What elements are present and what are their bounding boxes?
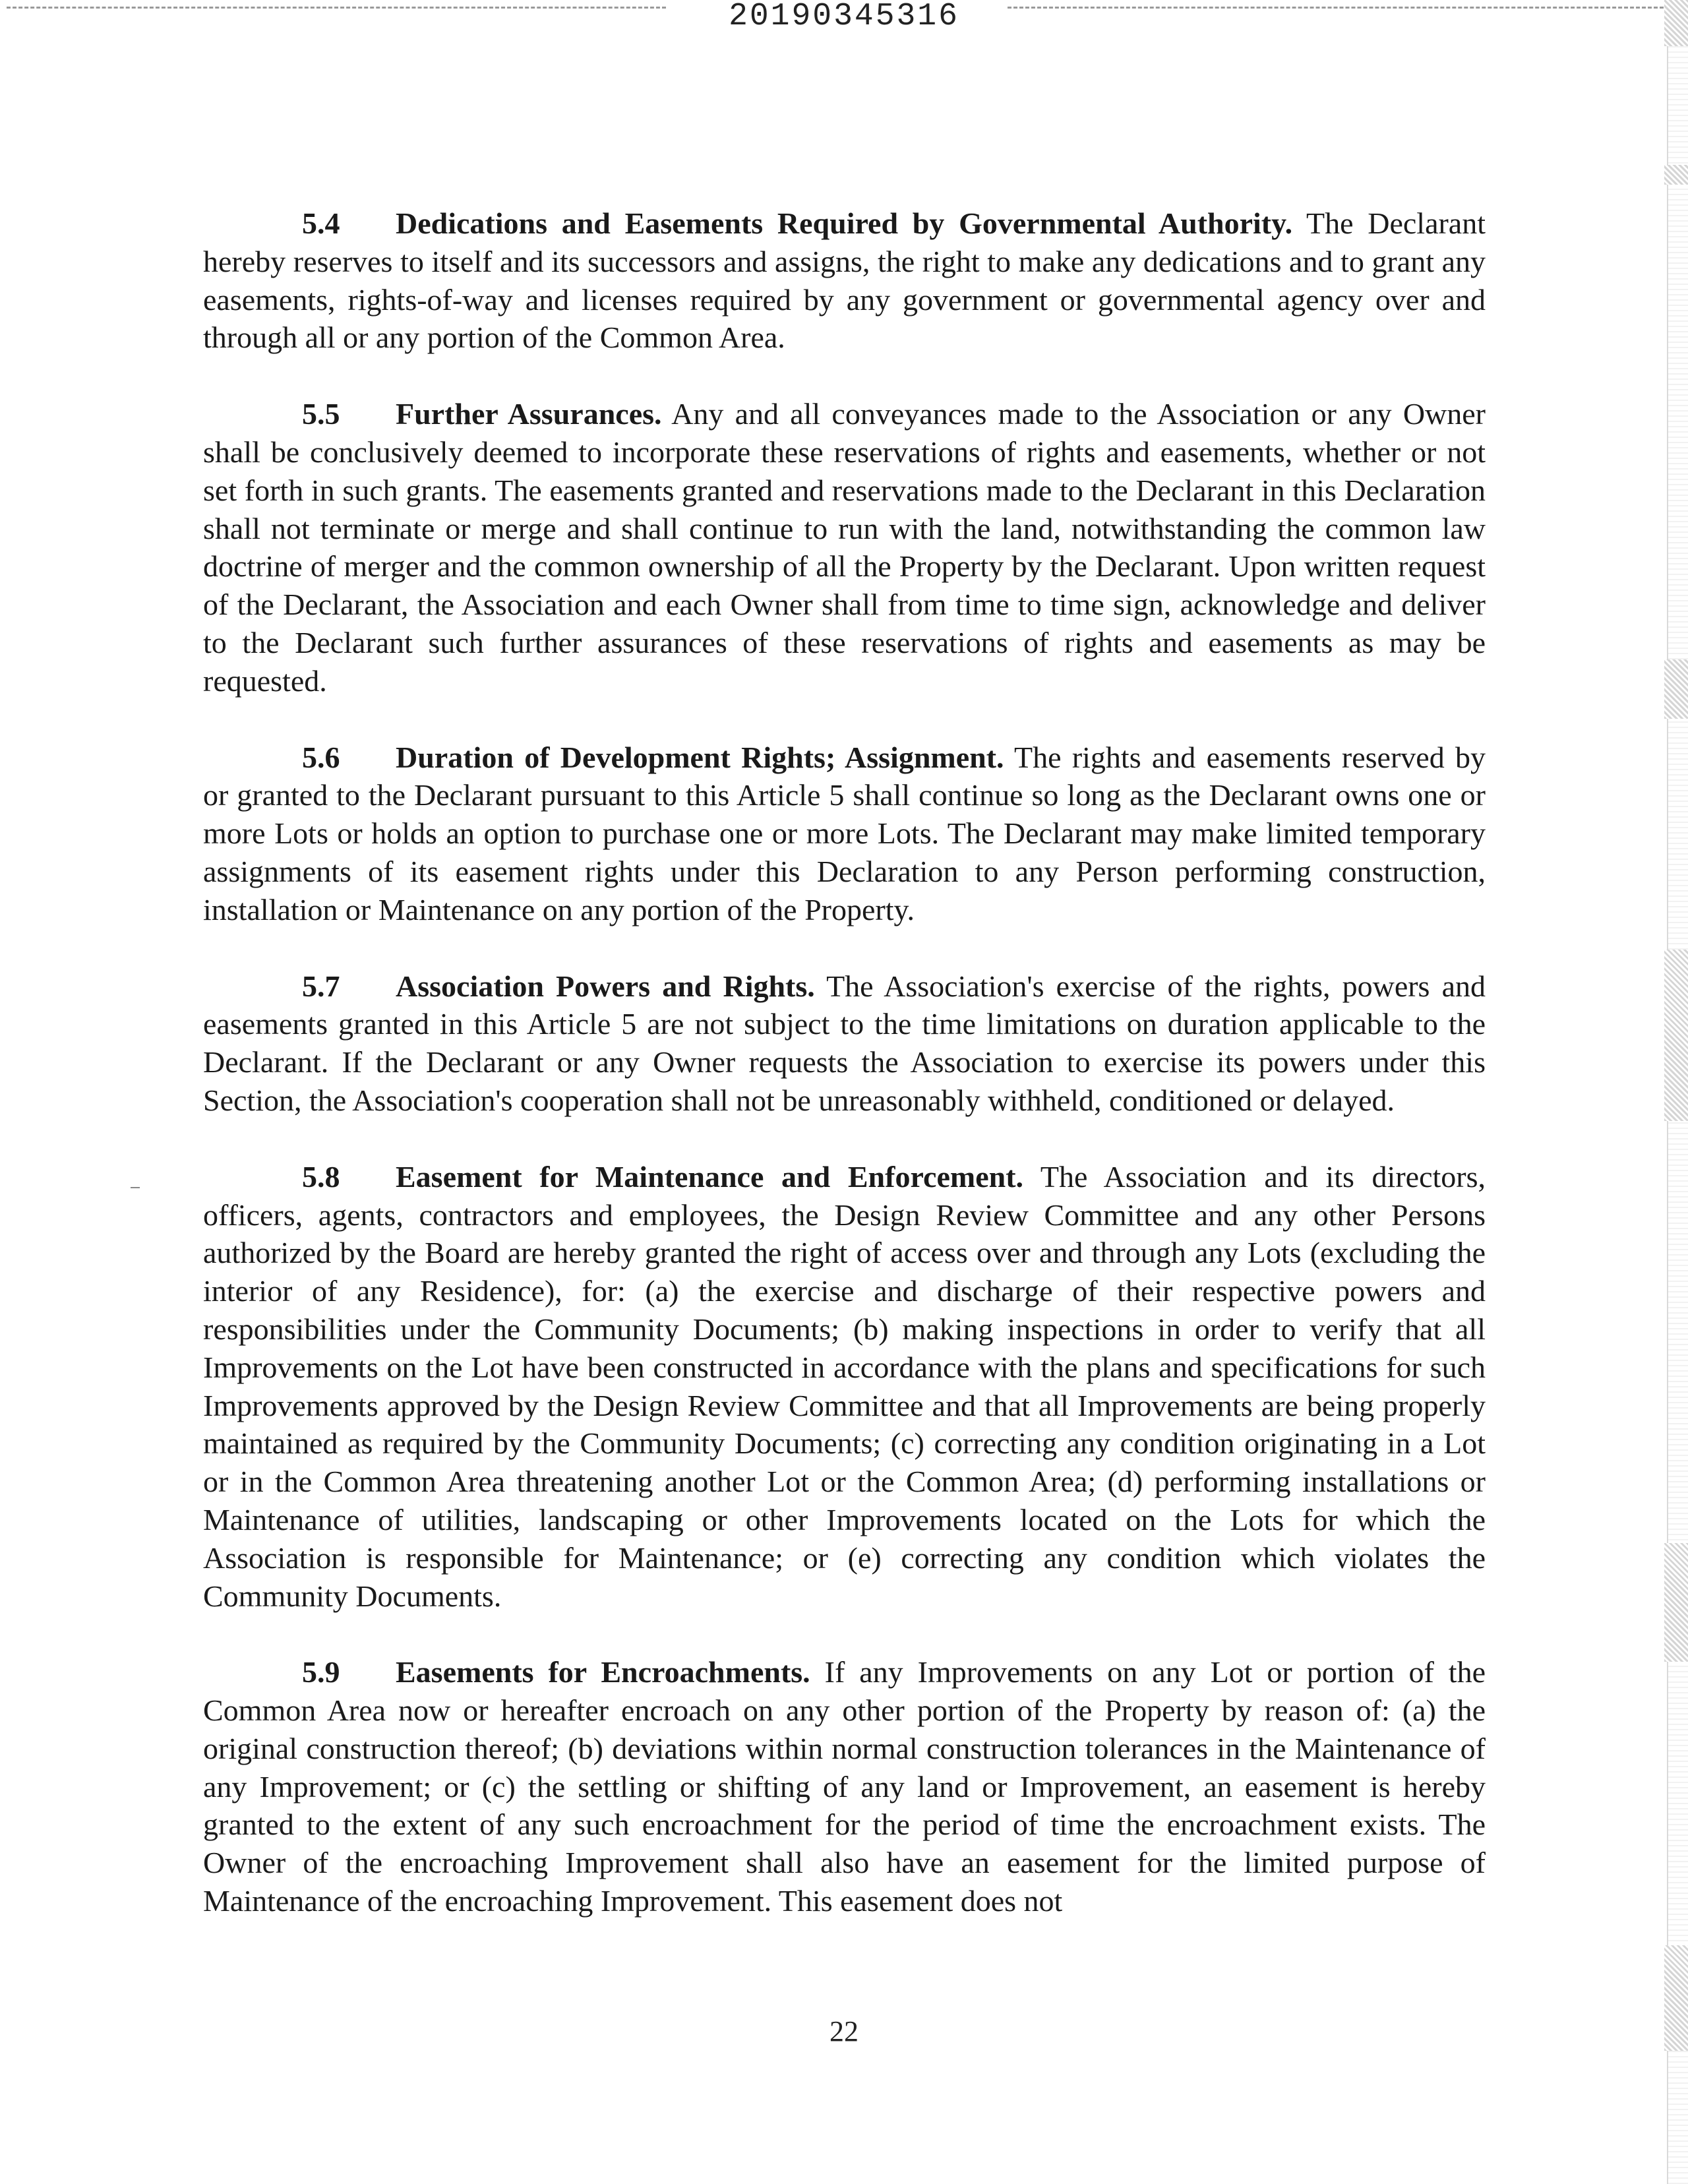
section-body: The Association and its directors, officers, agents, contractors and employees, the Design Review Committee and any other Persons authorized by the Board are hereby granted the right of access over and through any Lots (excluding the interior of any Residence), for: (a) the exercise and discharge of their respective powers and responsibilities under the Community Documents; (b) making inspections in order to verify that all Improvements on the Lot have been constructed in accordance with the plans and specifications for such Improvements approved by the Design Review Committee and that all Improvements are being properly maintained as required by the Community Documents; (c) correcting any condition originating in a Lot or in the Common Area threatening another Lot or the Common Area; (d) performing installations or Maintenance of utilities, landscaping or other Improvements located on the Lots for which the Association is responsible for Maintenance; or (e) correcting any condition which violates the Community Documents.: [203, 1159, 1486, 1613]
section-number: 5.4: [302, 206, 340, 240]
stray-scan-mark: [131, 1187, 140, 1188]
section-title: Easements for Encroachments.: [396, 1655, 810, 1689]
section-title: Dedications and Easements Required by Governmental Authority.: [396, 206, 1293, 240]
document-body: [203, 204, 1486, 1958]
section-body: Any and all conveyances made to the Association or any Owner shall be conclusively deemed to incorporate these reservations of rights and easements, whether or not set forth in such grants. The easements granted and reservations made to the Declarant in this Declaration shall not terminate or merge and shall continue to run with the land, notwithstanding the common law doctrine of merger and the common ownership of all the Property by the Declarant. Upon written request of the Declarant, the Association and each Owner shall from time to time sign, acknowledge and deliver to the Declarant such further assurances of these reservations of rights and easements as may be requested.: [203, 397, 1486, 698]
section-number: 5.7: [302, 969, 340, 1003]
section-body: The rights and easements reserved by or granted to the Declarant pursuant to this Article 5 shall continue so long as the Declarant owns one or more Lots or holds an option to purchase one or more Lots. The Declarant may make limited temporary assignments of its easement rights under this Declaration to any Person performing construction, installation or Maintenance on any portion of the Property.: [203, 740, 1486, 926]
section-title: Further Assurances.: [396, 397, 662, 431]
section-5-6: [203, 739, 1486, 929]
scan-header: [0, 0, 1688, 40]
section-body: The Declarant hereby reserves to itself and its successors and assigns, the right to make any dedications and to grant any easements, rights-of-way and licenses required by any government or governmental agency over and through all or any portion of the Common Area.: [203, 206, 1486, 355]
section-5-9: [203, 1653, 1486, 1920]
scan-edge-mark: [1664, 165, 1688, 185]
section-body: If any Improvements on any Lot or portion of the Common Area now or hereafter encroach on any other portion of the Property by reason of: (a) the original construction thereof; (b) deviations within normal construction tolerances in the Maintenance of any Improvement; or (c) the settling or shifting of any land or Improvement, an easement is hereby granted to the extent of any such encroachment for the period of time the encroachment exists. The Owner of the encroaching Improvement shall also have an easement for the limited purpose of Maintenance of the encroaching Improvement. This easement does not: [203, 1655, 1486, 1918]
scan-edge-mark: [1664, 0, 1688, 46]
scan-edge-mark: [1664, 1543, 1688, 1662]
section-5-5: [203, 395, 1486, 700]
section-body: The Association's exercise of the rights, powers and easements granted in this Article 5 are not subject to the time limitations on duration applicable to the Declarant. If the Declarant or any Owner requests the Association to exercise its powers under this Section, the Association's cooperation shall not be unreasonably withheld, conditioned or delayed.: [203, 969, 1486, 1117]
section-5-8: [203, 1158, 1486, 1616]
scan-edge-mark: [1664, 950, 1688, 1121]
section-number: 5.6: [302, 740, 340, 774]
page-number: 22: [829, 2015, 859, 2048]
header-rule-right: [1008, 7, 1664, 9]
section-5-7: [203, 967, 1486, 1120]
section-5-4: [203, 204, 1486, 357]
section-number: 5.5: [302, 397, 340, 431]
scan-edge-mark: [1664, 659, 1688, 719]
section-title: Easement for Maintenance and Enforcement.: [396, 1159, 1024, 1194]
section-number: 5.8: [302, 1159, 340, 1194]
section-title: Association Powers and Rights.: [396, 969, 815, 1003]
document-number: 20190345316: [729, 0, 959, 34]
section-title: Duration of Development Rights; Assignment.: [396, 740, 1004, 774]
section-number: 5.9: [302, 1655, 340, 1689]
